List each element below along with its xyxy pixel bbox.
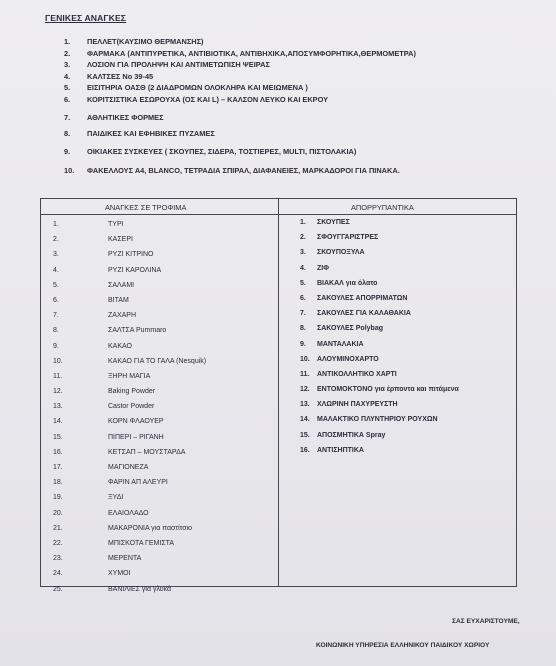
item-number: 23. xyxy=(53,555,63,563)
food-item xyxy=(53,221,206,236)
item-text: ΣΦΟΥΓΓΑΡΙΣΤΡΕΣ xyxy=(317,234,379,242)
item-number: 14. xyxy=(300,416,310,424)
item-text: ΚΟΡΙΤΣΙΣΤΙΚΑ ΕΣΩΡΟΥΧΑ (ΟΣ ΚΑΙ L) – ΚΑΛΣΟΝ ΛΕΥΚΟ ΚΑΙ ΕΚΡΟΥ xyxy=(87,94,329,104)
item-number: 2. xyxy=(53,236,59,244)
item-text: ΒΙΑΚΑΛ για όλατο xyxy=(317,279,378,287)
food-item xyxy=(53,236,206,251)
item-text: ΡΥΖΙ ΚΑΡΟΛΙΝΑ xyxy=(108,266,162,274)
item-number: 22. xyxy=(53,539,63,547)
food-item xyxy=(53,494,206,509)
general-need-item xyxy=(64,113,416,125)
cleaning-item xyxy=(300,265,459,280)
general-need-item xyxy=(64,95,416,107)
item-number: 21. xyxy=(53,524,63,532)
food-item xyxy=(53,464,206,479)
food-item xyxy=(53,343,206,358)
item-text: ΤΥΡΙ xyxy=(108,221,124,228)
item-text: ΜΑΚΑΡΟΝΙΑ για παστίτσιο xyxy=(108,524,193,532)
food-item xyxy=(53,540,206,555)
cleaning-item xyxy=(300,371,459,386)
item-number: 7. xyxy=(64,113,71,122)
item-number: 20. xyxy=(53,509,63,517)
item-text: ΒΑΝΙΛΙΕΣ για γλυκά xyxy=(108,585,172,593)
item-number: 6. xyxy=(64,94,71,104)
item-number: 12. xyxy=(300,386,310,394)
item-number: 15. xyxy=(300,431,310,439)
item-number: 17. xyxy=(53,464,63,471)
item-number: 8. xyxy=(64,128,71,138)
item-text: ΑΘΛΗΤΙΚΕΣ ΦΟΡΜΕΣ xyxy=(87,113,164,122)
item-number: 5. xyxy=(300,279,306,287)
cleaning-column-header: ΑΠΟΡΡΥΠΑΝΤΙΚΑ xyxy=(351,203,414,212)
item-number: 8. xyxy=(53,327,59,335)
cleaning-item xyxy=(300,310,459,325)
general-need-item xyxy=(64,166,416,178)
item-text: ΣΑΛΑΜΙ xyxy=(108,281,135,289)
item-number: 10. xyxy=(53,357,63,365)
food-item xyxy=(53,267,206,282)
item-number: 1. xyxy=(53,221,59,228)
item-text: ΛΟΣΙΟΝ ΓΙΑ ΠΡΟΛΗΨΗ ΚΑΙ ΑΝΤΙΜΕΤΩΠΙΣΗ ΨΕΙΡΑΣ xyxy=(87,60,270,69)
item-text: ΠΕΛΛΕΤ(ΚΑΥΣΙΜΟ ΘΕΡΜΑΝΣΗΣ) xyxy=(87,37,204,46)
item-number: 2. xyxy=(300,234,306,242)
needs-table xyxy=(40,198,517,593)
food-item xyxy=(53,418,206,433)
food-item xyxy=(53,479,206,494)
item-number: 9. xyxy=(64,147,71,156)
item-text: ΚΑΣΕΡΙ xyxy=(108,236,133,244)
item-text: ΣΑΛΤΣΑ Pummaro xyxy=(108,327,167,335)
item-text: ΜΠΙΣΚΟΤΑ ΓΕΜΙΣΤΑ xyxy=(108,539,175,547)
item-text: ΕΝΤΟΜΟΚΤΟΝΟ για έρποντα και πιτάμενα xyxy=(317,386,459,394)
food-item xyxy=(53,297,206,312)
general-need-item xyxy=(64,83,416,95)
item-text: ΦΑΡΜΑΚΑ (ΑΝΤΙΠΥΡΕΤΙΚΑ, ΑΝΤΙΒΙΟΤΙΚΑ, ΑΝΤΙΒΗΧΙΚΑ,ΑΠΟΣΥΜΦΟΡΗΤΙΚΑ,ΘΕΡΜΟΜΕΤΡΑ) xyxy=(87,48,416,58)
food-item xyxy=(53,510,206,525)
item-number: 1. xyxy=(64,37,71,46)
general-needs-list xyxy=(64,37,416,177)
item-number: 9. xyxy=(53,342,59,350)
food-item xyxy=(53,251,206,266)
food-item xyxy=(53,327,206,342)
item-number: 9. xyxy=(300,340,306,348)
cleaning-item xyxy=(300,234,459,249)
item-text: ΒΙΤΑΜ xyxy=(108,296,129,304)
item-text: ΠΑΙΔΙΚΕΣ ΚΑΙ ΕΦΗΒΙΚΕΣ ΠΥΖΑΜΕΣ xyxy=(87,128,215,138)
item-text: ΖΙΦ xyxy=(317,264,329,272)
cleaning-item xyxy=(300,249,459,264)
item-number: 4. xyxy=(64,71,71,81)
item-text: ΡΥΖΙ ΚΙΤΡΙΝΟ xyxy=(108,251,154,259)
cleaning-item xyxy=(300,341,459,356)
item-text: ΣΚΟΥΠΟΞΥΛΑ xyxy=(317,249,365,257)
item-number: 4. xyxy=(300,264,306,272)
item-text: ΚΑΚΑΟ xyxy=(108,342,132,350)
cleaning-needs-list xyxy=(300,219,459,462)
item-number: 16. xyxy=(53,448,63,456)
item-text: ΑΝΤΙΚΟΛΛΗΤΙΚΟ ΧΑΡΤΙ xyxy=(317,370,397,378)
cleaning-item xyxy=(300,401,459,416)
item-number: 7. xyxy=(300,310,306,318)
item-text: Baking Powder xyxy=(108,388,156,396)
food-item xyxy=(53,555,206,570)
food-item xyxy=(53,449,206,464)
item-number: 3. xyxy=(300,249,306,257)
cleaning-item xyxy=(300,295,459,310)
cleaning-item xyxy=(300,416,459,431)
cleaning-item xyxy=(300,219,459,234)
general-need-item xyxy=(64,147,416,159)
item-number: 11. xyxy=(300,370,310,378)
item-number: 15. xyxy=(53,433,63,441)
cleaning-item xyxy=(300,447,459,462)
item-text: ΠΙΠΕΡΙ – ΡΙΓΑΝΗ xyxy=(108,433,164,441)
item-number: 16. xyxy=(300,446,310,454)
item-text: ΣΚΟΥΠΕΣ xyxy=(317,219,350,226)
item-number: 6. xyxy=(300,294,306,302)
item-number: 8. xyxy=(300,325,306,333)
item-text: ΦΑΡΙΝ ΑΠ ΑΛΕΥΡΙ xyxy=(108,479,168,487)
item-text: ΧΛΩΡΙΝΗ ΠΑΧΥΡΕΥΣΤΗ xyxy=(317,401,398,409)
item-number: 19. xyxy=(53,494,63,502)
general-need-item xyxy=(64,60,416,72)
item-number: 11. xyxy=(53,372,63,380)
column-divider xyxy=(278,199,279,586)
item-number: 3. xyxy=(64,60,71,69)
item-number: 13. xyxy=(53,403,63,411)
item-text: ΜΑΛΑΚΤΙΚΟ ΠΛΥΝΤΗΡΙΟΥ ΡΟΥΧΩΝ xyxy=(317,416,438,424)
item-number: 3. xyxy=(53,251,59,259)
item-number: 7. xyxy=(53,312,59,320)
item-text: ΖΑΧΑΡΗ xyxy=(108,312,137,320)
cleaning-item xyxy=(300,325,459,340)
item-text: ΑΝΤΙΣΗΠΤΙΚΑ xyxy=(317,446,364,454)
signature-text: ΚΟΙΝΩΝΙΚΗ ΥΠΗΡΕΣΙΑ ΕΛΛΗΝΙΚΟΥ ΠΑΙΔΙΚΟΥ ΧΩΡΙΟΥ xyxy=(316,642,490,649)
item-text: ΚΑΚΑΟ ΓΙΑ ΤΟ ΓΑΛΑ (Nesquik) xyxy=(108,357,207,365)
general-need-item xyxy=(64,129,416,141)
item-text: ΜΕΡΕΝΤΑ xyxy=(108,555,142,563)
food-item xyxy=(53,373,206,388)
item-number: 25. xyxy=(53,585,63,593)
food-item xyxy=(53,586,206,601)
food-item xyxy=(53,358,206,373)
cleaning-item xyxy=(300,356,459,371)
general-need-item xyxy=(64,37,416,49)
item-number: 14. xyxy=(53,418,63,426)
item-text: Castor Powder xyxy=(108,403,155,411)
item-text: ΦΑΚΕΛΛΟΥΣ Α4, BLANCO, ΤΕΤΡΑΔΙΑ ΣΠΙΡΑΛ, ΔΙΑΦΑΝΕΙΕΣ, ΜΑΡΚΑΔΟΡΟΙ ΓΙΑ ΠΙΝΑΚΑ. xyxy=(87,165,400,175)
food-needs-list xyxy=(53,221,206,601)
item-number: 13. xyxy=(300,401,310,409)
cleaning-item xyxy=(300,280,459,295)
general-need-item xyxy=(64,49,416,61)
item-number: 5. xyxy=(64,83,71,92)
page-heading: ΓΕΝΙΚΕΣ ΑΝΑΓΚΕΣ xyxy=(45,13,127,23)
item-text: ΣΑΚΟΥΛΕΣ ΑΠΟΡΡΙΜΑΤΩΝ xyxy=(317,294,408,302)
food-item xyxy=(53,525,206,540)
item-number: 12. xyxy=(53,388,63,396)
item-text: ΜΑΝΤΑΛΑΚΙΑ xyxy=(317,340,364,348)
item-text: ΚΑΛΤΣΕΣ Νο 39-45 xyxy=(87,71,154,81)
item-number: 10. xyxy=(300,355,310,363)
food-item xyxy=(53,388,206,403)
item-text: ΕΛΑΙΟΛΑΔΟ xyxy=(108,509,149,517)
item-number: 24. xyxy=(53,570,63,578)
cleaning-item xyxy=(300,386,459,401)
food-item xyxy=(53,403,206,418)
item-text: ΑΠΟΣΜΗΤΙΚΑ Spray xyxy=(317,431,386,439)
food-column-header: ΑΝΑΓΚΕΣ ΣΕ ΤΡΟΦΙΜΑ xyxy=(105,203,187,212)
item-text: ΜΑΓΙΟΝΕΖΑ xyxy=(108,464,149,471)
item-text: ΞΗΡΗ ΜΑΓΙΑ xyxy=(108,372,151,380)
food-item xyxy=(53,434,206,449)
item-number: 6. xyxy=(53,296,59,304)
thanks-text: ΣΑΣ ΕΥΧΑΡΙΣΤΟΥΜΕ, xyxy=(452,618,520,625)
item-text: ΕΙΣΙΤΗΡΙΑ ΟΑΣΘ (2 ΔΙΑΔΡΟΜΩΝ ΟΛΟΚΛΗΡΑ ΚΑΙ ΜΕΙΩΜΕΝΑ ) xyxy=(87,83,308,92)
food-item xyxy=(53,570,206,585)
item-text: ΧΥΜΟΙ xyxy=(108,570,131,578)
item-number: 1. xyxy=(300,219,306,226)
food-item xyxy=(53,312,206,327)
food-item xyxy=(53,282,206,297)
general-need-item xyxy=(64,72,416,84)
item-number: 5. xyxy=(53,281,59,289)
header-rule xyxy=(41,214,516,215)
item-text: ΞΥΔΙ xyxy=(108,494,124,502)
item-text: ΚΟΡΝ ΦΛΑΟΥΕΡ xyxy=(108,418,164,426)
item-text: ΣΑΚΟΥΛΕΣ ΓΙΑ ΚΑΛΑΘΑΚΙΑ xyxy=(317,310,411,318)
item-number: 2. xyxy=(64,48,71,58)
item-number: 18. xyxy=(53,479,63,487)
cleaning-item xyxy=(300,432,459,447)
item-number: 4. xyxy=(53,266,59,274)
item-number: 10. xyxy=(64,165,75,175)
item-text: ΣΑΚΟΥΛΕΣ Polybag xyxy=(317,325,383,333)
item-text: ΑΛΟΥΜΙΝΟΧΑΡΤΟ xyxy=(317,355,379,363)
item-text: ΟΙΚΙΑΚΕΣ ΣΥΣΚΕΥΕΣ ( ΣΚΟΥΠΕΣ, ΣΙΔΕΡΑ, ΤΟΣΤΙΕΡΕΣ, MULTI, ΠΙΣΤΟΛΑΚΙΑ) xyxy=(87,147,357,156)
item-text: ΚΕΤΣΑΠ – ΜΟΥΣΤΑΡΔΑ xyxy=(108,448,186,456)
